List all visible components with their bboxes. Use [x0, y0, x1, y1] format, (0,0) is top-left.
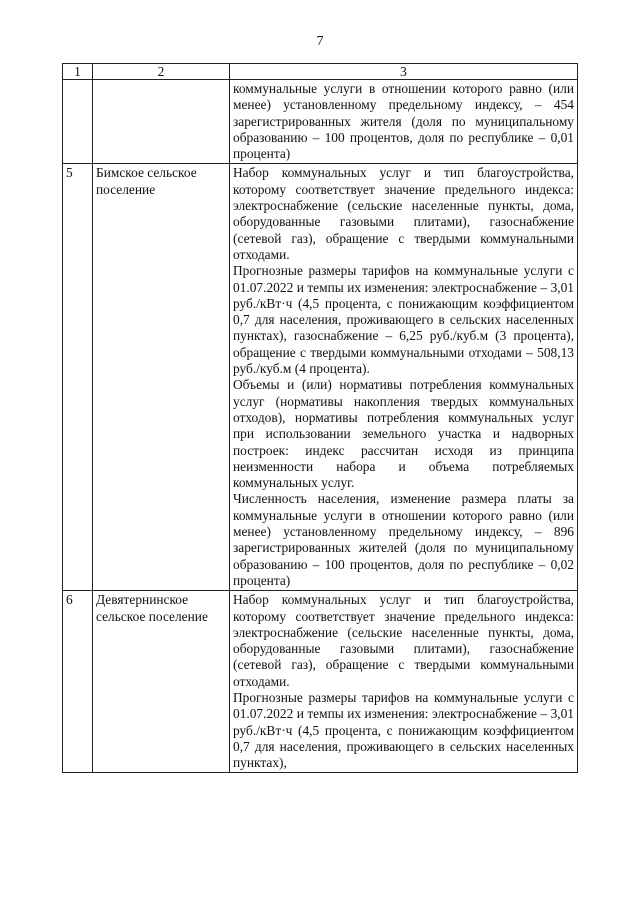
row-description-cell: [230, 164, 578, 591]
table-row: [63, 164, 578, 591]
header-col-3: 3: [230, 64, 578, 80]
row-number-cell: 5: [63, 164, 93, 591]
settlement-name-cell: Бимское сельское поселение: [93, 164, 230, 591]
row-number-cell: 6: [63, 591, 93, 773]
paragraph: Набор коммунальных услуг и тип благоустройства, которому соответствует значение предельного индекса: электроснабжение (сельские населенные пункты, дома, оборудованные газовыми плитами), газоснабжение (сетевой газ), обращение с твердыми коммунальными отходами.: [233, 592, 574, 689]
paragraph: Набор коммунальных услуг и тип благоустройства, которому соответствует значение предельного индекса: электроснабжение (сельские населенные пункты, дома, оборудованные газовыми плитами), газоснабжение (сетевой газ), обращение с твердыми коммунальными отходами.: [233, 165, 574, 262]
settlement-name-cell: [93, 80, 230, 164]
settlement-name-cell: Девятернинское сельское поселение: [93, 591, 230, 773]
header-col-2: 2: [93, 64, 230, 80]
table-row: [63, 591, 578, 773]
table-row-continuation: [63, 80, 578, 164]
header-col-1: 1: [63, 64, 93, 80]
row-description-cell: [230, 591, 578, 773]
paragraph: коммунальные услуги в отношении которого равно (или менее) установленному предельному индексу, – 454 зарегистрированных жителя (доля по муниципальному образованию – 100 процентов, доля по республике – 0,01 процента): [233, 81, 574, 162]
table-header-row: [63, 64, 578, 80]
page-number: 7: [316, 34, 324, 49]
row-number-cell: [63, 80, 93, 164]
paragraph: Численность населения, изменение размера платы за коммунальные услуги в отношении которого равно (или менее) установленному предельному индексу, – 896 зарегистрированных жителей (доля по муниципальному образованию – 100 процентов, доля по республике – 0,02 процента): [233, 491, 574, 588]
paragraph: Объемы и (или) нормативы потребления коммунальных услуг (нормативы накопления твердых коммунальных отходов), нормативы потребления коммунальных услуг при использовании земельного участка и надворных построек: индекс рассчитан исходя из принципа неизменности набора и объема потребляемых коммунальных услуг.: [233, 377, 574, 491]
tariff-table: [62, 63, 578, 773]
paragraph: Прогнозные размеры тарифов на коммунальные услуги с 01.07.2022 и темпы их изменения: электроснабжение – 3,01 руб./кВт·ч (4,5 процента, с понижающим коэффициентом 0,7 для населения, проживающего в сельских населенных пунктах),: [233, 689, 574, 771]
paragraph: Прогнозные размеры тарифов на коммунальные услуги с 01.07.2022 и темпы их изменения: электроснабжение – 3,01 руб./кВт·ч (4,5 процента, с понижающим коэффициентом 0,7 для населения, проживающего в сельских населенных пунктах), газоснабжение – 6,25 руб./куб.м (3 процента), обращение с твердыми коммунальными отходами – 508,13 руб./куб.м (4 процента).: [233, 263, 574, 377]
row-description-cell: [230, 80, 578, 164]
